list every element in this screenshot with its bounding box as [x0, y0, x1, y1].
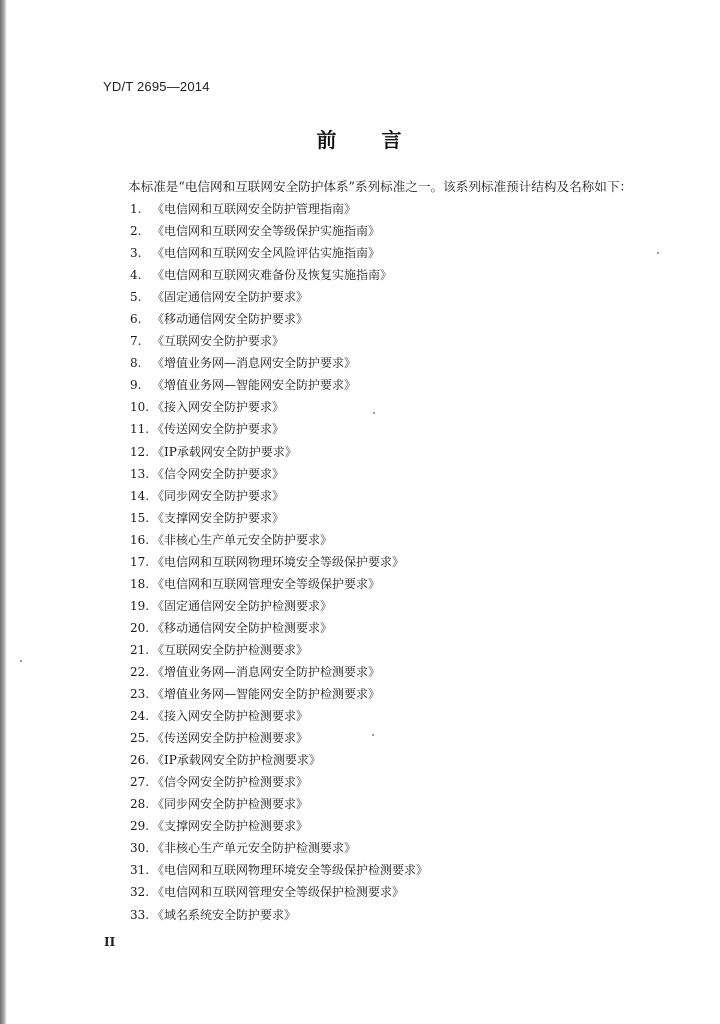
- list-item: [130, 242, 428, 264]
- list-item-number: 19.: [130, 598, 150, 613]
- list-item: [130, 220, 428, 242]
- list-item-title: 《电信网和互联网物理环境安全等级保护检测要求》: [152, 863, 429, 878]
- page-title: 前 言: [316, 128, 404, 152]
- list-item: [130, 308, 428, 330]
- list-item-title: 《固定通信网安全防护要求》: [152, 290, 309, 305]
- list-item: [130, 374, 428, 396]
- list-item: [130, 573, 428, 595]
- page-number: II: [104, 935, 116, 949]
- list-item-number: 22.: [130, 664, 150, 679]
- list-item: [130, 551, 428, 573]
- list-item-title: 《电信网和互联网安全风险评估实施指南》: [152, 246, 381, 261]
- list-item: [130, 595, 428, 617]
- intro-paragraph: 本标准是“电信网和互联网安全防护体系”系列标准之一。该系列标准预计结构及名称如下：: [128, 179, 633, 194]
- list-item: [130, 463, 428, 485]
- list-item-title: 《电信网和互联网灾难备份及恢复实施指南》: [152, 268, 393, 283]
- list-item-number: 1.: [130, 202, 142, 216]
- list-item-title: 《电信网和互联网管理安全等级保护检测要求》: [152, 885, 405, 900]
- list-item: [130, 617, 428, 639]
- list-item-title: 《增值业务网—智能网安全防护检测要求》: [152, 687, 381, 702]
- list-item: [130, 352, 428, 374]
- list-item: [130, 815, 428, 837]
- list-item-number: 7.: [130, 334, 142, 349]
- list-item-title: 《移动通信网安全防护检测要求》: [152, 620, 333, 635]
- list-item-number: 5.: [130, 290, 142, 305]
- list-item-title: 《传送网安全防护要求》: [152, 422, 285, 437]
- list-item-title: 《IP承载网安全防护要求》: [152, 444, 297, 459]
- list-item-title: 《接入网安全防护检测要求》: [152, 709, 309, 724]
- list-item: [130, 286, 428, 308]
- list-item-number: 18.: [130, 576, 150, 591]
- scan-edge: [0, 0, 7, 1024]
- list-item-number: 17.: [130, 554, 150, 569]
- list-item-number: 4.: [130, 268, 142, 283]
- list-item-number: 20.: [130, 620, 150, 635]
- list-item-title: 《电信网和互联网安全等级保护实施指南》: [152, 224, 381, 239]
- list-item: [130, 705, 428, 727]
- list-item-title: 《接入网安全防护要求》: [152, 400, 285, 415]
- list-item: [130, 418, 428, 440]
- list-item-number: 6.: [130, 312, 142, 327]
- list-item-number: 25.: [130, 731, 150, 746]
- list-item: [130, 639, 428, 661]
- list-item-number: 32.: [130, 885, 150, 900]
- list-item: [130, 507, 428, 529]
- list-item-number: 9.: [130, 378, 142, 393]
- list-item-title: 《增值业务网—消息网安全防护检测要求》: [152, 664, 381, 679]
- list-item-number: 24.: [130, 709, 150, 724]
- list-item-title: 《增值业务网—智能网安全防护要求》: [152, 378, 357, 393]
- list-item-number: 21.: [130, 642, 150, 657]
- list-item: [130, 264, 428, 286]
- list-item-title: 《电信网和互联网管理安全等级保护要求》: [152, 576, 381, 591]
- list-item: [130, 198, 428, 220]
- list-item-number: 12.: [130, 444, 150, 459]
- list-item-number: 2.: [130, 224, 142, 239]
- document-code: YD/T 2695—2014: [103, 79, 210, 94]
- list-item-title: 《互联网安全防护检测要求》: [152, 642, 309, 657]
- list-item: [130, 749, 428, 771]
- list-item-title: 《同步网安全防护要求》: [152, 488, 285, 503]
- list-item-title: 《同步网安全防护检测要求》: [152, 797, 309, 812]
- list-item: [130, 904, 428, 926]
- list-item-title: 《电信网和互联网物理环境安全等级保护要求》: [152, 554, 405, 569]
- list-item-number: 26.: [130, 753, 150, 768]
- list-item-number: 16.: [130, 532, 150, 547]
- list-item-number: 31.: [130, 863, 150, 878]
- list-item-title: 《IP承载网安全防护检测要求》: [152, 753, 321, 768]
- list-item: [130, 661, 428, 683]
- list-item: [130, 396, 428, 418]
- list-item-title: 《互联网安全防护要求》: [152, 334, 285, 349]
- list-item: [130, 485, 428, 507]
- list-item: [130, 859, 428, 881]
- list-item: [130, 683, 428, 705]
- list-item-number: 10.: [130, 400, 150, 415]
- list-item-number: 29.: [130, 819, 150, 834]
- list-item-number: 33.: [130, 907, 150, 922]
- list-item-title: 《增值业务网—消息网安全防护要求》: [152, 356, 357, 371]
- list-item-title: 《非核心生产单元安全防护检测要求》: [152, 841, 357, 856]
- list-item: [130, 837, 428, 859]
- list-item-number: 23.: [130, 687, 150, 702]
- list-item-number: 14.: [130, 488, 150, 503]
- list-item-number: 28.: [130, 797, 150, 812]
- list-item-number: 8.: [130, 356, 142, 371]
- list-item-title: 《信令网安全防护检测要求》: [152, 775, 309, 790]
- list-item-number: 15.: [130, 510, 150, 525]
- list-item: [130, 881, 428, 903]
- scan-speck: [20, 660, 22, 662]
- list-item-title: 《支撑网安全防护要求》: [152, 510, 285, 525]
- list-item-number: 11.: [130, 422, 150, 437]
- scan-speck: [373, 412, 375, 414]
- list-item-title: 《域名系统安全防护要求》: [152, 907, 297, 922]
- list-item: [130, 793, 428, 815]
- list-item-title: 《移动通信网安全防护要求》: [152, 312, 309, 327]
- list-item: [130, 529, 428, 551]
- list-item-title: 《传送网安全防护检测要求》: [152, 731, 309, 746]
- list-item-title: 《信令网安全防护要求》: [152, 466, 285, 481]
- list-item-number: 30.: [130, 841, 150, 856]
- list-item-number: 13.: [130, 466, 150, 481]
- list-item-title: 《支撑网安全防护检测要求》: [152, 819, 309, 834]
- standards-list: [130, 198, 428, 926]
- list-item: [130, 727, 428, 749]
- list-item-title: 《非核心生产单元安全防护要求》: [152, 532, 333, 547]
- list-item: [130, 771, 428, 793]
- list-item-number: 3.: [130, 246, 142, 261]
- list-item: [130, 330, 428, 352]
- list-item-title: 《固定通信网安全防护检测要求》: [152, 598, 333, 613]
- list-item-number: 27.: [130, 775, 150, 790]
- list-item-title: 《电信网和互联网安全防护管理指南》: [152, 202, 357, 216]
- scan-speck: [372, 734, 374, 736]
- scan-speck: [657, 252, 659, 254]
- list-item: [130, 441, 428, 463]
